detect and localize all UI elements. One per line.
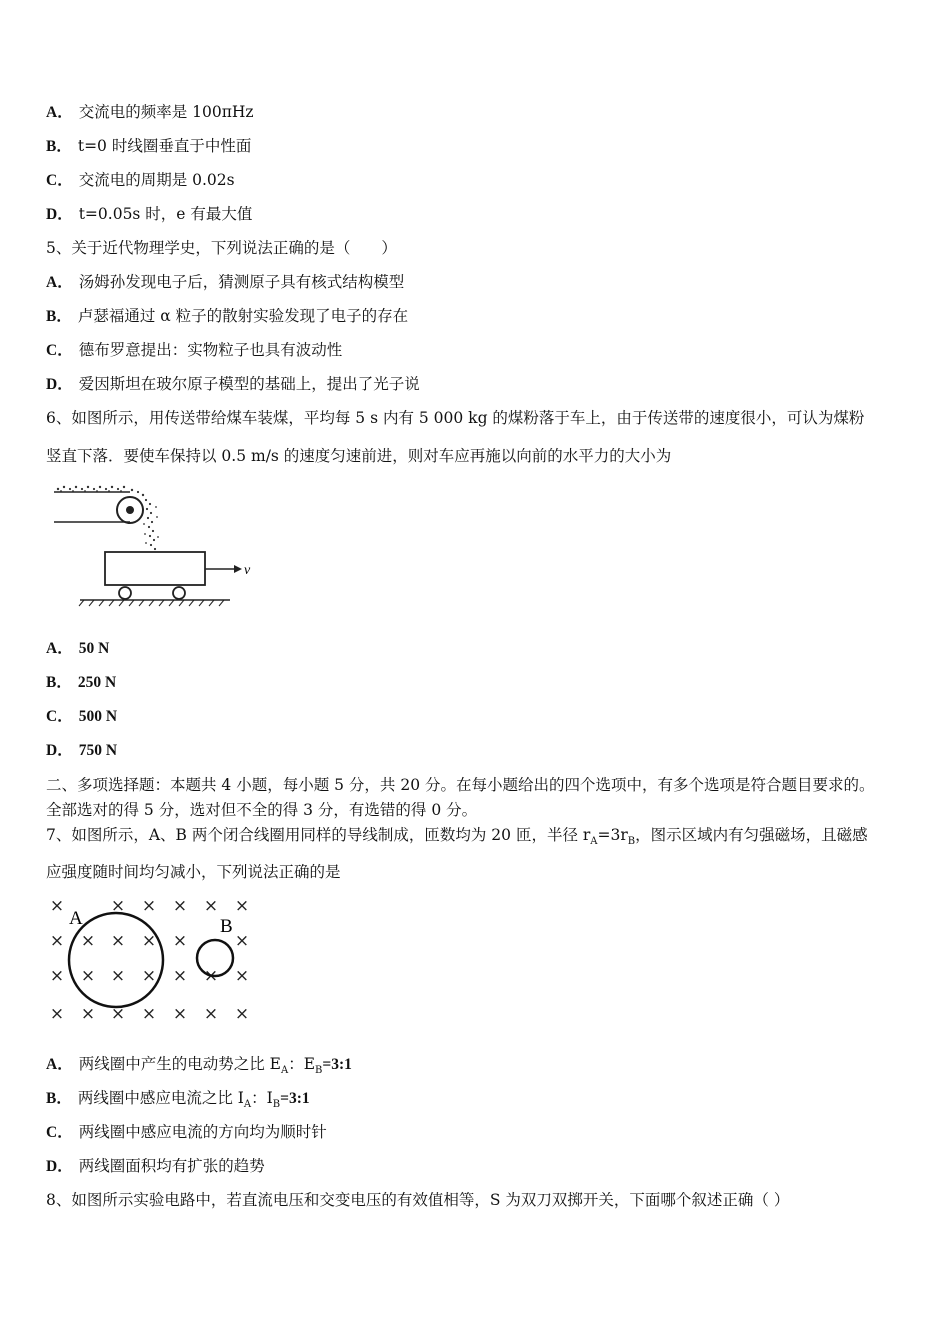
svg-text:×: ×: [110, 1004, 126, 1024]
section2-line2: 全部选对的得 5 分，选对但不全的得 3 分，有选错的得 0 分。: [46, 801, 478, 819]
q7-option-b: B． 两线圈中感应电流之比 $I_A$：$I_B=3:1$: [46, 1089, 310, 1111]
svg-text:×: ×: [172, 896, 188, 916]
q4-option-c: C． 交流电的周期是 0.02s: [46, 171, 235, 189]
q8-stem: 8、如图所示实验电路中，若直流电压和交变电压的有效值相等，S 为双刀双掷开关，下面哪个叙述正确（ ）: [46, 1191, 790, 1209]
q4-option-d: D． t=0.05s 时，e 有最大值: [46, 205, 253, 223]
svg-text:×: ×: [203, 1004, 219, 1024]
coils-figure: [44, 892, 256, 1027]
q5-option-b: B． 卢瑟福通过 α 粒子的散射实验发现了电子的存在: [46, 307, 409, 325]
q7-option-c: C． 两线圈中感应电流的方向均为顺时针: [46, 1123, 327, 1141]
svg-text:×: ×: [80, 1004, 96, 1024]
svg-text:×: ×: [172, 1004, 188, 1024]
svg-text:×: ×: [172, 931, 188, 951]
svg-text:×: ×: [110, 966, 126, 986]
svg-text:×: ×: [234, 966, 250, 986]
coil-a-label: A: [69, 908, 83, 929]
pulley-axle: [126, 506, 134, 514]
svg-text:×: ×: [141, 1004, 157, 1024]
falling-coal: [143, 499, 159, 550]
svg-text:×: ×: [141, 931, 157, 951]
svg-text:×: ×: [141, 896, 157, 916]
svg-text:×: ×: [141, 966, 157, 986]
coil-b-label: B: [220, 916, 233, 937]
svg-text:×: ×: [80, 931, 96, 951]
q7-stem-line1: 7、如图所示，A、B 两个闭合线圈用同样的导线制成，匝数均为 20 匝，半径 $r_A=3r_B$，图示区域内有匀强磁场，且磁感: [46, 826, 868, 848]
q7-stem-line2: 应强度随时间均匀减小，下列说法正确的是: [46, 863, 341, 881]
cart-body: [105, 552, 205, 585]
q7-option-a: A． 两线圈中产生的电动势之比 $E_A$：$E_B=3:1$: [46, 1055, 352, 1077]
svg-text:×: ×: [110, 896, 126, 916]
q5-option-a: A． 汤姆孙发现电子后，猜测原子具有核式结构模型: [46, 273, 405, 291]
q6-option-c: C． 500 N: [46, 708, 118, 725]
conveyor-figure: [48, 482, 263, 612]
q7-option-d: D． 两线圈面积均有扩张的趋势: [46, 1157, 265, 1175]
q6-option-b: B． 250 N: [46, 674, 117, 691]
svg-text:×: ×: [49, 896, 65, 916]
svg-text:×: ×: [49, 966, 65, 986]
q4-option-b: B． t=0 时线圈垂直于中性面: [46, 137, 252, 155]
svg-text:×: ×: [234, 931, 250, 951]
velocity-label: v: [244, 563, 251, 578]
cart-wheel-left: [119, 587, 131, 599]
ground-hatch: [79, 600, 224, 606]
svg-text:×: ×: [203, 896, 219, 916]
q5-stem: 5、关于近代物理学史，下列说法正确的是（ ）: [46, 239, 397, 257]
q5-option-d: D． 爱因斯坦在玻尔原子模型的基础上，提出了光子说: [46, 375, 420, 393]
coal-on-belt: [57, 486, 144, 496]
q4-option-a: A． 交流电的频率是 100πHz: [46, 103, 254, 121]
svg-text:×: ×: [203, 966, 219, 986]
svg-text:×: ×: [234, 1004, 250, 1024]
q6-option-a: A． 50 N: [46, 640, 110, 657]
velocity-arrowhead: [234, 565, 242, 573]
section2-line1: 二、多项选择题：本题共 4 小题，每小题 5 分，共 20 分。在每小题给出的四个选项中，有多个选项是符合题目要求的。: [46, 776, 875, 794]
svg-text:×: ×: [80, 966, 96, 986]
svg-text:×: ×: [110, 931, 126, 951]
svg-text:×: ×: [49, 931, 65, 951]
svg-text:×: ×: [234, 896, 250, 916]
q6-stem-line1: 6、如图所示，用传送带给煤车装煤，平均每 5 s 内有 5 000 kg 的煤粉落于车上，由于传送带的速度很小，可认为煤粉: [46, 409, 865, 427]
coil-a: [69, 913, 163, 1007]
q6-stem-line2: 竖直下落．要使车保持以 0.5 m/s 的速度匀速前进，则对车应再施以向前的水平力的大小为: [46, 447, 672, 465]
svg-text:×: ×: [49, 1004, 65, 1024]
q6-option-d: D． 750 N: [46, 742, 118, 759]
svg-text:×: ×: [172, 966, 188, 986]
cart-wheel-right: [173, 587, 185, 599]
q5-option-c: C． 德布罗意提出：实物粒子也具有波动性: [46, 341, 343, 359]
